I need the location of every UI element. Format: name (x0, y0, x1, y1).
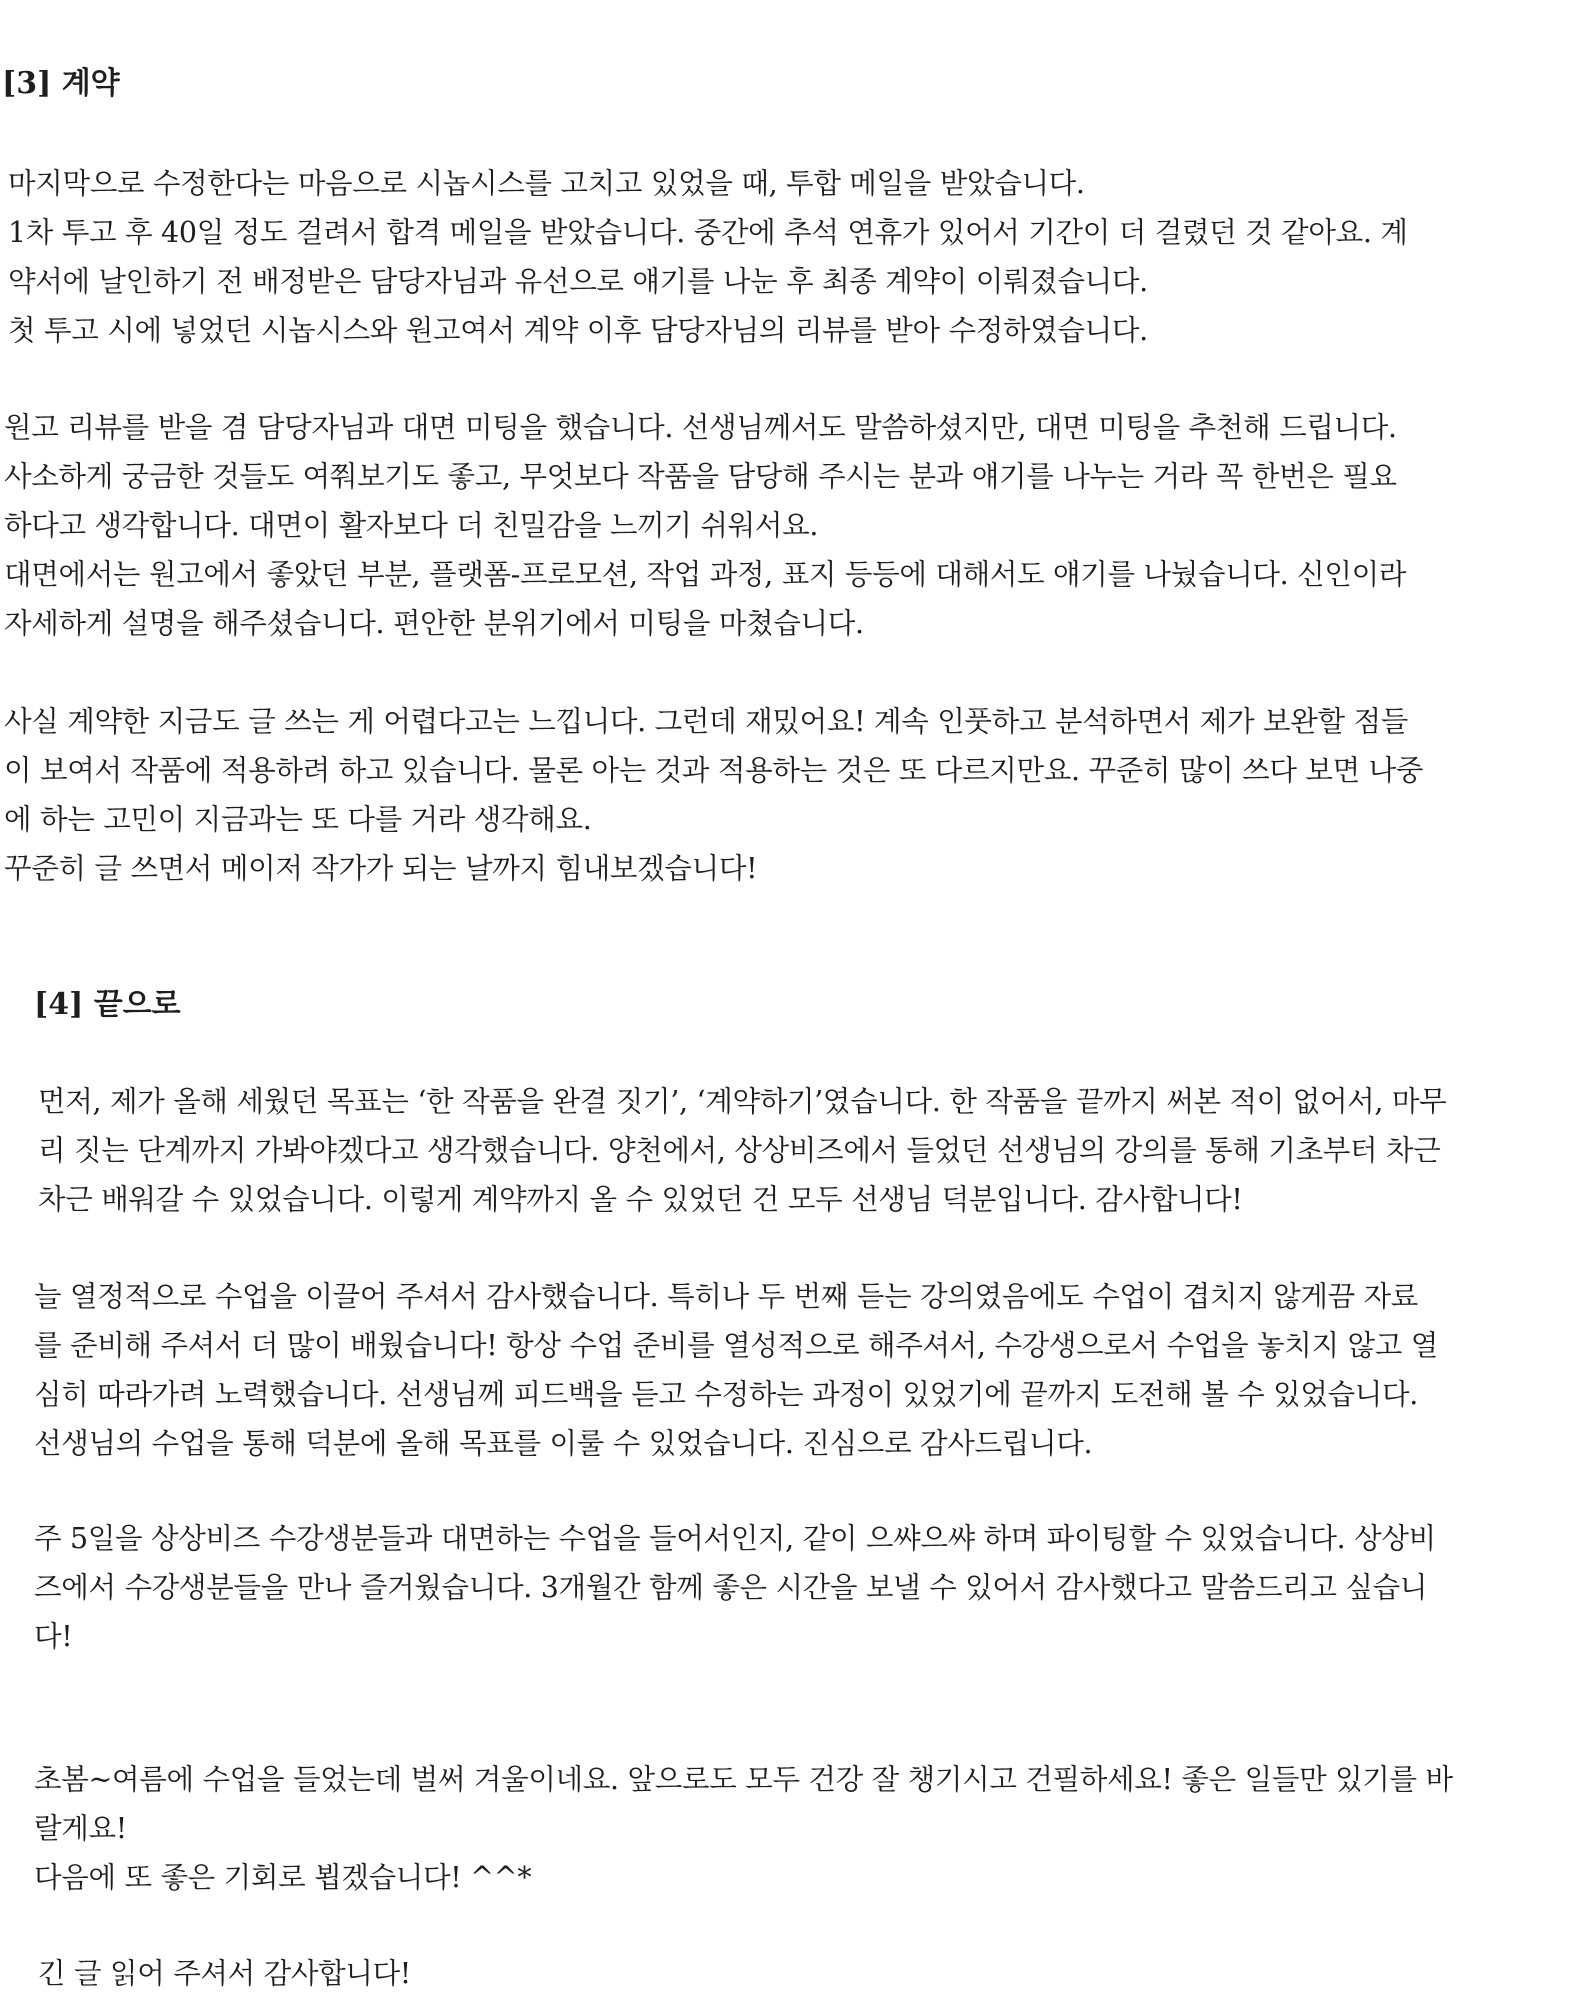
text-line: 주 5일을 상상비즈 수강생분들과 대면하는 수업을 들어서인지, 같이 으쌰으쌰 하며 파이팅할 수 있었습니다. 상상비 (34, 1522, 1436, 1555)
text-line: 초봄~여름에 수업을 들었는데 벌써 겨울이네요. 앞으로도 모두 건강 잘 챙기시고 건필하세요! 좋은 일들만 있기를 바 (34, 1763, 1453, 1796)
text-line: 차근 배워갈 수 있었습니다. 이렇게 계약까지 올 수 있었던 건 모두 선생님 덕분입니다. 감사합니다! (38, 1183, 1243, 1216)
text-line: 다! (34, 1620, 73, 1653)
text-line: 긴 글 읽어 주셔서 감사합니다! (38, 1957, 411, 1990)
section-4-paragraph-4 (34, 1755, 1453, 1902)
text-line: 심히 따라가려 노력했습니다. 선생님께 피드백을 듣고 수정하는 과정이 있었기에 끝까지 도전해 볼 수 있었습니다. (34, 1378, 1419, 1411)
text-line: 리 짓는 단계까지 가봐야겠다고 생각했습니다. 양천에서, 상상비즈에서 들었던 선생님의 강의를 통해 기초부터 차근 (38, 1134, 1441, 1167)
text-line: 하다고 생각합니다. 대면이 활자보다 더 친밀감을 느끼기 쉬워서요. (4, 509, 819, 542)
text-line: 마지막으로 수정한다는 마음으로 시놉시스를 고치고 있었을 때, 투합 메일을 받았습니다. (8, 167, 1085, 200)
text-line: 1차 투고 후 40일 정도 걸려서 합격 메일을 받았습니다. 중간에 추석 연휴가 있어서 기간이 더 걸렸던 것 같아요. 계 (8, 216, 1408, 249)
text-line: 사실 계약한 지금도 글 쓰는 게 어렵다고는 느낍니다. 그런데 재밌어요! 계속 인풋하고 분석하면서 제가 보완할 점들 (4, 705, 1408, 738)
text-line: 대면에서는 원고에서 좋았던 부분, 플랫폼-프로모션, 작업 과정, 표지 등등에 대해서도 얘기를 나눴습니다. 신인이라 (4, 558, 1407, 591)
section-4-paragraph-3 (34, 1514, 1436, 1661)
text-line: 늘 열정적으로 수업을 이끌어 주셔서 감사했습니다. 특히나 두 번째 듣는 강의였음에도 수업이 겹치지 않게끔 자료 (34, 1280, 1419, 1313)
section-4-heading: [4] 끝으로 (34, 987, 181, 1022)
text-line: 첫 투고 시에 넣었던 시놉시스와 원고여서 계약 이후 담당자님의 리뷰를 받아 수정하였습니다. (8, 314, 1148, 347)
text-line: 다음에 또 좋은 기회로 뵙겠습니다! ^^* (34, 1861, 532, 1894)
text-line: 약서에 날인하기 전 배정받은 담당자님과 유선으로 얘기를 나눈 후 최종 계약이 이뤄졌습니다. (8, 265, 1148, 298)
text-line: 선생님의 수업을 통해 덕분에 올해 목표를 이룰 수 있었습니다. 진심으로 감사드립니다. (34, 1427, 1093, 1460)
section-3-paragraph-1 (8, 159, 1408, 355)
section-3-heading: [3] 계약 (2, 66, 120, 101)
section-4-closing-line (38, 1949, 411, 1998)
text-line: 사소하게 궁금한 것들도 여쭤보기도 좋고, 무엇보다 작품을 담당해 주시는 분과 얘기를 나누는 거라 꼭 한번은 필요 (4, 460, 1397, 493)
section-4-paragraph-2 (34, 1272, 1438, 1468)
text-line: 원고 리뷰를 받을 겸 담당자님과 대면 미팅을 했습니다. 선생님께서도 말씀하셨지만, 대면 미팅을 추천해 드립니다. (4, 411, 1397, 444)
text-line: 즈에서 수강생분들을 만나 즐거웠습니다. 3개월간 함께 좋은 시간을 보낼 수 있어서 감사했다고 말씀드리고 싶습니 (34, 1571, 1428, 1604)
text-line: 에 하는 고민이 지금과는 또 다를 거라 생각해요. (4, 803, 592, 836)
text-line: 자세하게 설명을 해주셨습니다. 편안한 분위기에서 미팅을 마쳤습니다. (4, 607, 864, 640)
text-line: 이 보여서 작품에 적용하려 하고 있습니다. 물론 아는 것과 적용하는 것은 또 다르지만요. 꾸준히 많이 쓰다 보면 나중 (4, 754, 1424, 787)
text-line: 를 준비해 주셔서 더 많이 배웠습니다! 항상 수업 준비를 열성적으로 해주셔서, 수강생으로서 수업을 놓치지 않고 열 (34, 1329, 1438, 1362)
section-3-paragraph-2 (4, 403, 1406, 648)
text-line: 먼저, 제가 올해 세웠던 목표는 ‘한 작품을 완결 짓기’, ‘계약하기’였습니다. 한 작품을 끝까지 써본 적이 없어서, 마무 (38, 1085, 1447, 1118)
section-4-paragraph-1 (38, 1077, 1446, 1224)
text-line: 랄게요! (34, 1812, 127, 1845)
text-line: 꾸준히 글 쓰면서 메이저 작가가 되는 날까지 힘내보겠습니다! (4, 852, 758, 885)
section-3-paragraph-3 (4, 697, 1423, 893)
